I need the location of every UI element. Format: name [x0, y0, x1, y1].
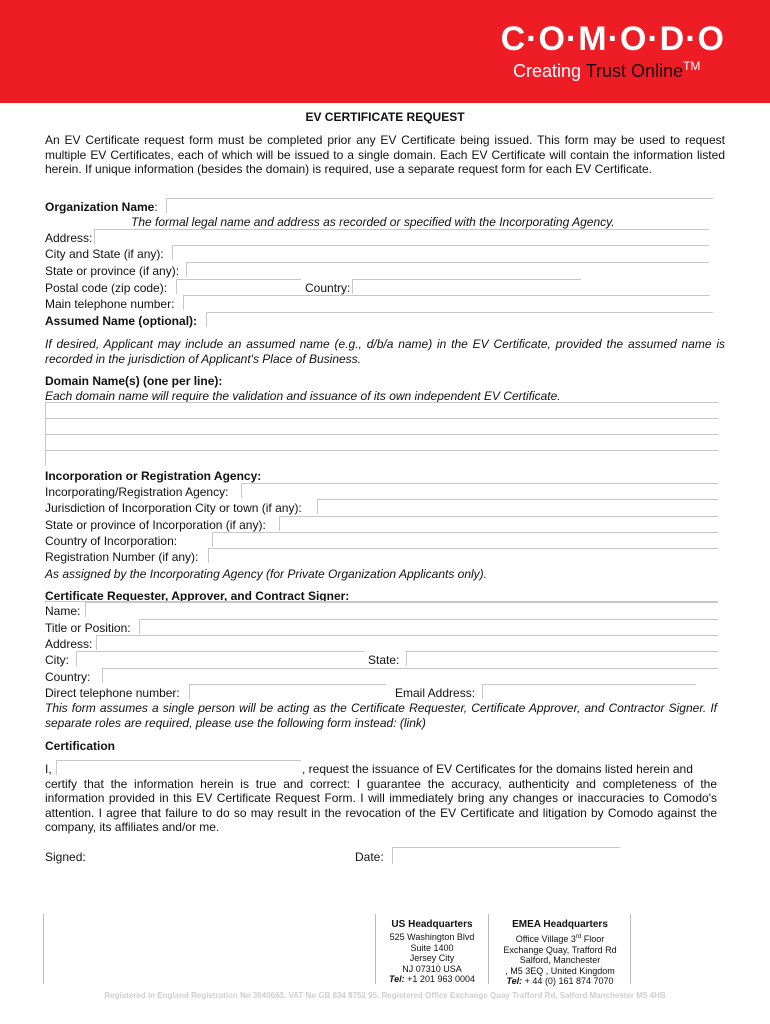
requester-title-label: Title or Position: — [45, 621, 131, 635]
comodo-logo: C·O·M·O·D·O — [500, 20, 725, 58]
requester-city-field[interactable] — [76, 651, 365, 666]
assumed-name-hint: If desired, Applicant may include an assumed name (e.g., d/b/a name) in the EV Certificate, provided the assumed name is recorded in the jurisdiction of Applicant's Place of Business. — [45, 337, 725, 366]
assumed-name-label: Assumed Name (optional): — [45, 314, 198, 328]
emea-hq-line3: Salford, Manchester — [519, 955, 601, 965]
date-field[interactable] — [392, 847, 620, 864]
agency-field[interactable] — [241, 483, 718, 498]
state-province-label: State or province (if any): — [45, 264, 180, 278]
page-title: EV CERTIFICATE REQUEST — [305, 110, 465, 124]
certification-i: I, — [45, 762, 52, 776]
requester-email-field[interactable] — [482, 684, 696, 699]
postal-code-field[interactable] — [176, 279, 301, 294]
requester-phone-field[interactable] — [189, 684, 386, 699]
organization-name-field[interactable] — [166, 198, 713, 213]
emea-hq-heading: EMEA Headquarters — [512, 919, 608, 930]
state-province-field[interactable] — [186, 262, 709, 277]
city-state-field[interactable] — [172, 245, 709, 260]
certification-label: Certification — [45, 739, 116, 753]
incorporation-label: Incorporation or Registration Agency: — [45, 469, 262, 483]
requester-name-label: Name: — [45, 604, 81, 618]
postal-code-label: Postal code (zip code): — [45, 281, 168, 295]
organization-name-label: Organization Name: — [45, 200, 158, 214]
incorporation-state-field[interactable] — [279, 516, 718, 531]
jurisdiction-field[interactable] — [317, 499, 718, 514]
jurisdiction-label: Jurisdiction of Incorporation City or town (if any): — [45, 501, 302, 515]
tagline-trust-online: Trust Online — [585, 61, 684, 81]
requester-title-field[interactable] — [139, 619, 718, 634]
emea-hq-line2: Exchange Quay, Trafford Rd — [503, 944, 617, 955]
tagline-tm: TM — [683, 59, 701, 73]
intro-paragraph: An EV Certificate request form must be completed prior any EV Certificate being issued. This form may be used to request multiple EV Certificates, each of which will be issued to a single domain. Each EV Certificate will contain the information listed herein. If unique information (besides the domain) is required, use a separate request form for each EV Certificate. — [45, 133, 725, 176]
city-state-label: City and State (if any): — [45, 247, 164, 261]
tagline-creating: Creating — [513, 61, 586, 81]
organization-name-hint: The formal legal name and address as recorded or specified with the Incorporating Agency. — [131, 215, 615, 229]
country-label: Country: — [305, 281, 351, 295]
emea-headquarters — [490, 918, 630, 987]
agency-label: Incorporating/Registration Agency: — [45, 485, 229, 499]
requester-city-label: City: — [45, 653, 69, 667]
us-hq-line4: NJ 07310 USA — [402, 963, 462, 974]
us-hq-line3: Jersey City — [409, 953, 455, 963]
requester-name-field[interactable] — [85, 602, 718, 617]
header-banner — [0, 0, 770, 103]
us-hq-line2: Suite 1400 — [410, 942, 454, 953]
address-label: Address: — [45, 231, 93, 245]
certification-body: certify that the information herein is true and correct: I guarantee the accuracy, authenticity and completeness of the information provided in this EV Certificate Request Form. I will immediately bring any changes or inaccuracies to Comodo's attention. I agree that failure to do so may result in the revocation of the EV Certificate and litigation by Comodo against the company, its affiliates and/or me. — [45, 777, 717, 834]
domains-label: Domain Name(s) (one per line): — [45, 374, 223, 388]
requester-state-field[interactable] — [406, 651, 718, 666]
certifier-name-field[interactable] — [56, 760, 301, 775]
footer-divider-2 — [488, 914, 489, 984]
date-label: Date: — [355, 850, 384, 864]
requester-state-label: State: — [368, 653, 400, 667]
emea-hq-line4: , M5 3EQ , United Kingdom — [505, 965, 615, 976]
address-field[interactable] — [94, 229, 709, 244]
footer-divider-left — [43, 914, 44, 984]
signed-label: Signed: — [45, 850, 86, 864]
us-hq-tel: Tel: +1 201 963 0004 — [389, 974, 475, 984]
incorporation-state-label: State or province of Incorporation (if any): — [45, 518, 266, 532]
certification-request-text: , request the issuance of EV Certificates for the domains listed herein and — [302, 762, 693, 776]
registration-number-label: Registration Number (if any): — [45, 550, 199, 564]
registration-number-field[interactable] — [208, 548, 718, 563]
country-field[interactable] — [352, 279, 581, 294]
us-hq-heading: US Headquarters — [391, 919, 473, 930]
main-phone-label: Main telephone number: — [45, 297, 175, 311]
domain-line-2[interactable] — [45, 418, 718, 434]
main-phone-field[interactable] — [183, 295, 710, 310]
requester-country-field[interactable] — [102, 668, 718, 683]
incorporation-country-label: Country of Incorporation: — [45, 534, 178, 548]
requester-address-label: Address: — [45, 637, 93, 651]
tagline — [513, 56, 700, 81]
domain-line-4[interactable] — [45, 450, 718, 466]
assumed-name-field[interactable] — [206, 312, 713, 327]
domains-hint: Each domain name will require the validation and issuance of its own independent EV Certificate. — [45, 389, 561, 403]
footer-divider-3 — [630, 914, 631, 984]
us-hq-line1: 525 Washington Blvd — [389, 932, 475, 942]
emea-hq-line1: Office Village 3rd Floor — [515, 934, 605, 944]
domain-line-1[interactable] — [45, 402, 718, 418]
registered-office-notice: Registered in England Registration No 3940663. VAT No GB 834 8752 95. Registered Office Exchange Quay Trafford Rd, Salford Manchester M5 4HB — [104, 991, 666, 1000]
us-headquarters — [376, 918, 488, 985]
emea-hq-tel: Tel: + 44 (0) 161 874 7070 — [506, 976, 614, 986]
requester-country-label: Country: — [45, 670, 91, 684]
incorporation-country-field[interactable] — [212, 532, 718, 547]
requester-address-field[interactable] — [96, 635, 718, 650]
domain-line-3[interactable] — [45, 434, 718, 450]
requester-hint: This form assumes a single person will be acting as the Certificate Requester, Certificate Approver, and Contractor Signer. If separate roles are required, please use the following form instead: (link) — [45, 701, 717, 730]
requester-label: Certificate Requester, Approver, and Contract Signer: — [45, 589, 350, 603]
incorporation-hint: As assigned by the Incorporating Agency (for Private Organization Applicants only). — [45, 567, 488, 581]
requester-phone-label: Direct telephone number: — [45, 686, 180, 700]
requester-email-label: Email Address: — [395, 686, 476, 700]
